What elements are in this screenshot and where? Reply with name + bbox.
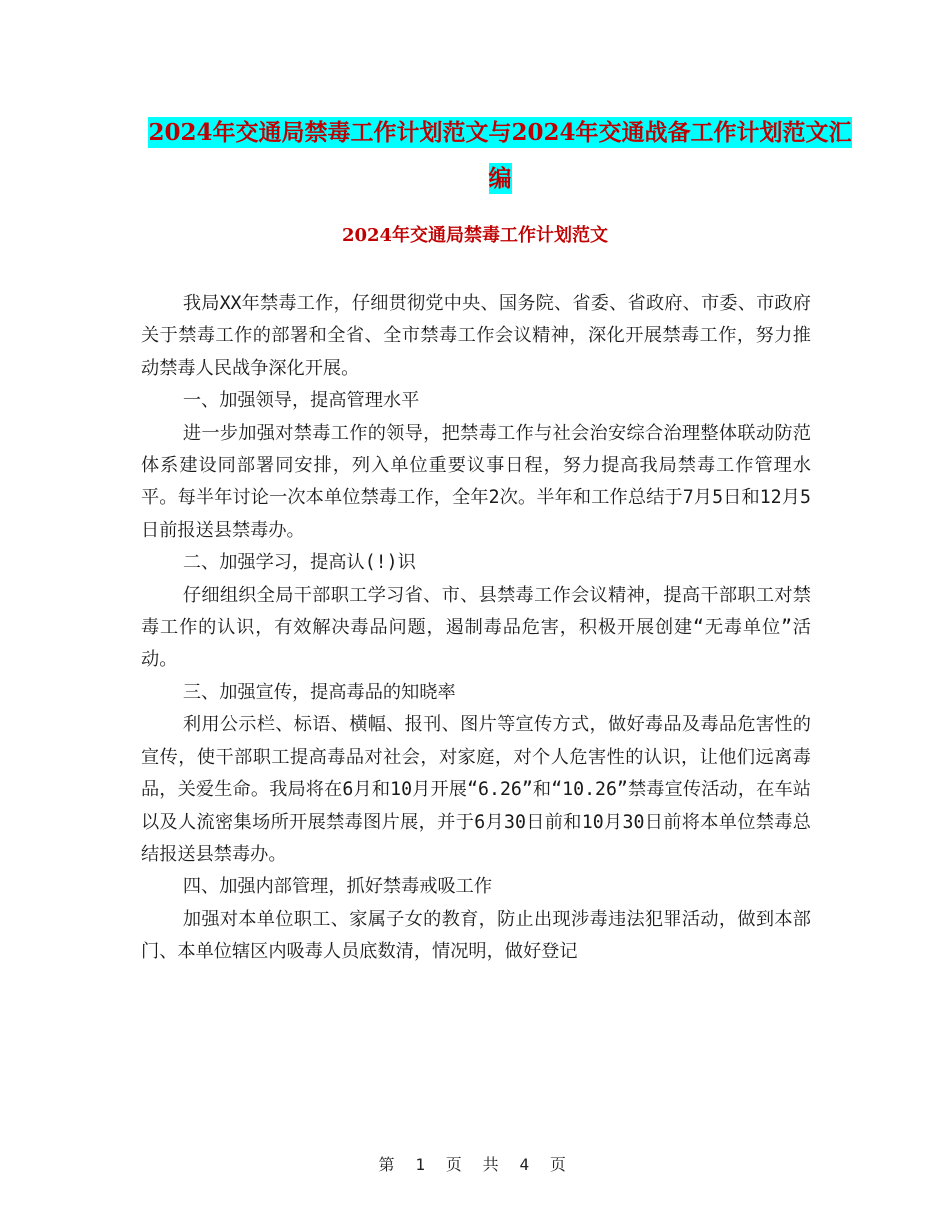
heading-4: 四、加强内部管理，抓好禁毒戒吸工作 xyxy=(182,876,493,898)
paragraph-2: 仔细组织全局干部职工学习省、市、县禁毒工作会议精神，提高干部职工对禁毒工作的认识，有效解决毒品问题，遏制毒品危害，积极开展创建“无毒单位”活动。 xyxy=(141,584,811,671)
heading-3: 三、加强宣传，提高毒品的知晓率 xyxy=(182,681,456,703)
document-title: 2024年交通局禁毒工作计划范文与2024年交通战备工作计划范文汇编 xyxy=(148,119,852,192)
section-title: 2024年交通局禁毒工作计划范文 xyxy=(341,225,609,246)
page-number-footer: 第 1 页 共 4 页 xyxy=(378,1155,572,1174)
paragraph-3: 利用公示栏、标语、横幅、报刊、图片等宣传方式，做好毒品及毒品危害性的宣传，使干部职工提高毒品对社会，对家庭，对个人危害性的认识，让他们远离毒品，关爱生命。我局将在6月和10月开展“6.26”和“10.26”禁毒宣传活动，在车站以及人流密集场所开展禁毒图片展，并于6月30日前和10月30日前将本单位禁毒总结报送县禁毒办。 xyxy=(141,714,811,865)
heading-1: 一、加强领导，提高管理水平 xyxy=(182,390,420,412)
heading-2: 二、加强学习，提高认(!)识 xyxy=(182,552,416,574)
paragraph-intro: 我局XX年禁毒工作，仔细贯彻党中央、国务院、省委、省政府、市委、市政府关于禁毒工作的部署和全省、全市禁毒工作会议精神，深化开展禁毒工作，努力推动禁毒人民战争深化开展。 xyxy=(141,293,811,379)
paragraph-1: 进一步加强对禁毒工作的领导，把禁毒工作与社会治安综合治理整体联动防范体系建设同部署同安排，列入单位重要议事日程，努力提高我局禁毒工作管理水平。每半年讨论一次本单位禁毒工作，全年2次。半年和工作总结于7月5日和12月5日前报送县禁毒办。 xyxy=(141,422,811,541)
document-body xyxy=(141,288,811,969)
paragraph-4: 加强对本单位职工、家属子女的教育，防止出现涉毒违法犯罪活动，做到本部门、本单位辖区内吸毒人员底数清，情况明，做好登记 xyxy=(141,908,811,963)
